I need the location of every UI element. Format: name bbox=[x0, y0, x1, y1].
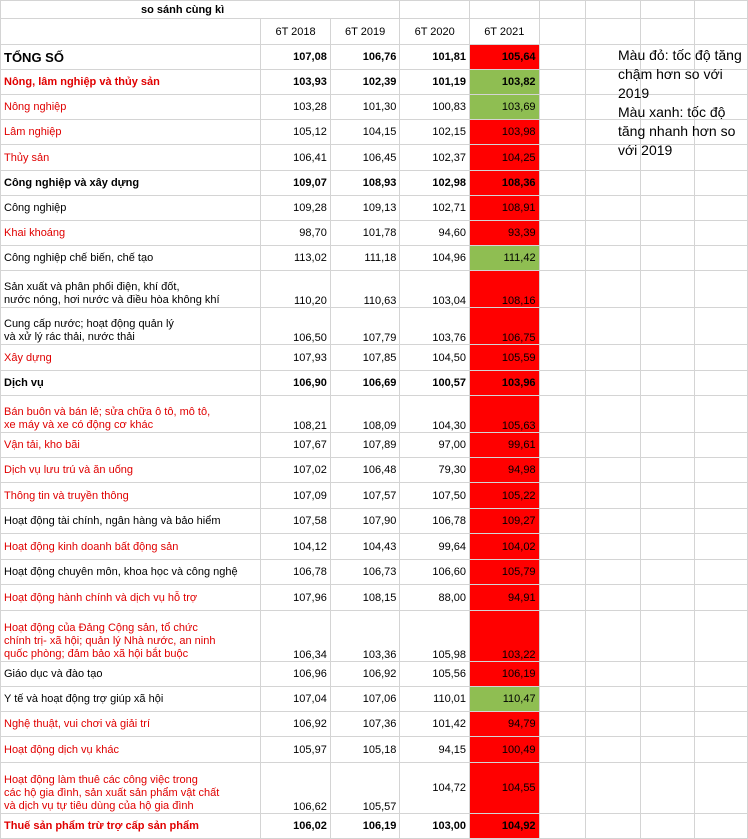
value-2021[interactable]: 103,69 bbox=[469, 95, 539, 120]
value-2018[interactable]: 106,50 bbox=[261, 308, 331, 345]
value-2021[interactable]: 100,49 bbox=[469, 737, 539, 763]
row-label[interactable] bbox=[1, 308, 261, 345]
value-2020[interactable]: 102,15 bbox=[400, 120, 470, 145]
row-label-line: và xử lý rác thải, nước thải bbox=[4, 331, 135, 343]
value-2019[interactable]: 108,15 bbox=[330, 585, 400, 611]
value-2020[interactable]: 97,00 bbox=[400, 433, 470, 458]
legend-note bbox=[618, 46, 746, 160]
value-2021[interactable]: 105,59 bbox=[469, 345, 539, 371]
column-header-2020[interactable]: 6T 2020 bbox=[400, 19, 470, 45]
value-2021[interactable]: 104,25 bbox=[469, 145, 539, 171]
value-2020[interactable]: 94,60 bbox=[400, 221, 470, 246]
row-label[interactable] bbox=[1, 611, 261, 662]
value-2021[interactable]: 99,61 bbox=[469, 433, 539, 458]
value-2019[interactable]: 111,18 bbox=[330, 246, 400, 271]
table-row bbox=[1, 345, 748, 371]
row-label-line: Hoạt động làm thuê các công việc trong bbox=[4, 774, 198, 786]
value-2021[interactable]: 94,91 bbox=[469, 585, 539, 611]
value-2019[interactable]: 109,13 bbox=[330, 196, 400, 221]
value-2019[interactable]: 106,45 bbox=[330, 145, 400, 171]
table-row bbox=[1, 662, 748, 687]
value-2020[interactable]: 102,37 bbox=[400, 145, 470, 171]
row-label[interactable] bbox=[1, 396, 261, 433]
header-row bbox=[1, 19, 748, 45]
row-label[interactable]: Thuế sản phẩm trừ trợ cấp sản phẩm bbox=[1, 814, 261, 839]
value-2021[interactable]: 104,55 bbox=[469, 763, 539, 814]
value-2019[interactable]: 107,89 bbox=[330, 433, 400, 458]
value-2020[interactable]: 107,50 bbox=[400, 483, 470, 509]
value-2018[interactable]: 103,93 bbox=[261, 70, 331, 95]
value-2021[interactable]: 105,64 bbox=[469, 45, 539, 70]
table-row bbox=[1, 483, 748, 509]
table-row bbox=[1, 371, 748, 396]
title-row bbox=[1, 1, 748, 19]
row-label[interactable]: Công nghiệp bbox=[1, 196, 261, 221]
value-2018[interactable]: 107,04 bbox=[261, 687, 331, 712]
table-row bbox=[1, 196, 748, 221]
value-2018[interactable]: 109,07 bbox=[261, 171, 331, 196]
row-label-line: các hộ gia đình, sản xuất sản phẩm vật chất bbox=[4, 787, 220, 799]
table-row bbox=[1, 221, 748, 246]
value-2018[interactable]: 108,21 bbox=[261, 396, 331, 433]
table-row bbox=[1, 396, 748, 433]
table-row bbox=[1, 308, 748, 345]
value-2020[interactable]: 104,30 bbox=[400, 396, 470, 433]
value-2021[interactable]: 103,96 bbox=[469, 371, 539, 396]
table-row bbox=[1, 712, 748, 737]
value-2019[interactable]: 107,06 bbox=[330, 687, 400, 712]
value-2019[interactable]: 104,15 bbox=[330, 120, 400, 145]
row-label-line: Sản xuất và phân phối điện, khí đốt, bbox=[4, 281, 180, 293]
value-2018[interactable]: 106,41 bbox=[261, 145, 331, 171]
value-2019[interactable]: 110,63 bbox=[330, 271, 400, 308]
row-label-line: Cung cấp nước; hoạt động quản lý bbox=[4, 318, 174, 330]
value-2019[interactable]: 105,18 bbox=[330, 737, 400, 763]
row-label[interactable]: Dịch vụ lưu trú và ăn uống bbox=[1, 458, 261, 483]
value-2018[interactable]: 107,02 bbox=[261, 458, 331, 483]
value-2021[interactable]: 105,79 bbox=[469, 560, 539, 585]
value-2021[interactable]: 104,02 bbox=[469, 534, 539, 560]
value-2018[interactable]: 106,02 bbox=[261, 814, 331, 839]
row-label[interactable]: Hoạt động kinh doanh bất động sản bbox=[1, 534, 261, 560]
value-2020[interactable]: 110,01 bbox=[400, 687, 470, 712]
value-2021[interactable]: 109,27 bbox=[469, 509, 539, 534]
value-2018[interactable]: 107,58 bbox=[261, 509, 331, 534]
row-label[interactable]: Hoạt động hành chính và dịch vụ hỗ trợ bbox=[1, 585, 261, 611]
value-2019[interactable]: 107,36 bbox=[330, 712, 400, 737]
value-2020[interactable]: 106,78 bbox=[400, 509, 470, 534]
value-2021[interactable]: 103,82 bbox=[469, 70, 539, 95]
row-label[interactable]: Khai khoáng bbox=[1, 221, 261, 246]
table-row bbox=[1, 433, 748, 458]
red-color-note: Màu đỏ: tốc độ tăng chậm hơn so với 2019 bbox=[618, 47, 742, 101]
value-2018[interactable]: 105,12 bbox=[261, 120, 331, 145]
value-2021[interactable]: 104,92 bbox=[469, 814, 539, 839]
value-2018[interactable]: 107,93 bbox=[261, 345, 331, 371]
value-2018[interactable]: 106,78 bbox=[261, 560, 331, 585]
row-label[interactable]: Xây dựng bbox=[1, 345, 261, 371]
value-2020[interactable]: 103,04 bbox=[400, 271, 470, 308]
value-2018[interactable]: 109,28 bbox=[261, 196, 331, 221]
value-2020[interactable]: 102,98 bbox=[400, 171, 470, 196]
row-label[interactable]: Thông tin và truyền thông bbox=[1, 483, 261, 509]
value-2019[interactable]: 106,73 bbox=[330, 560, 400, 585]
value-2020[interactable]: 79,30 bbox=[400, 458, 470, 483]
row-label[interactable]: TỔNG SỐ bbox=[1, 45, 261, 70]
value-2021[interactable]: 94,79 bbox=[469, 712, 539, 737]
row-label-line: Hoạt động của Đảng Cộng sản, tổ chức bbox=[4, 622, 198, 634]
row-label[interactable]: Y tế và hoạt động trợ giúp xã hội bbox=[1, 687, 261, 712]
table-title[interactable]: so sánh cùng kì bbox=[1, 1, 400, 19]
value-2019[interactable]: 107,57 bbox=[330, 483, 400, 509]
value-2018[interactable]: 106,62 bbox=[261, 763, 331, 814]
table-row bbox=[1, 246, 748, 271]
value-2020[interactable]: 105,56 bbox=[400, 662, 470, 687]
value-2019[interactable]: 107,90 bbox=[330, 509, 400, 534]
column-header-2018[interactable]: 6T 2018 bbox=[261, 19, 331, 45]
value-2021[interactable]: 108,16 bbox=[469, 271, 539, 308]
value-2020[interactable]: 100,83 bbox=[400, 95, 470, 120]
value-2021[interactable]: 103,98 bbox=[469, 120, 539, 145]
value-2018[interactable]: 113,02 bbox=[261, 246, 331, 271]
value-2021[interactable]: 94,98 bbox=[469, 458, 539, 483]
value-2020[interactable]: 104,50 bbox=[400, 345, 470, 371]
value-2021[interactable]: 105,22 bbox=[469, 483, 539, 509]
value-2020[interactable]: 99,64 bbox=[400, 534, 470, 560]
row-label-line: quốc phòng; đảm bảo xã hội bắt buộc bbox=[4, 648, 189, 660]
value-2020[interactable]: 102,71 bbox=[400, 196, 470, 221]
value-2020[interactable]: 103,76 bbox=[400, 308, 470, 345]
row-label-line: nước nóng, hơi nước và điều hòa không khí bbox=[4, 294, 220, 306]
row-label[interactable] bbox=[1, 763, 261, 814]
value-2021[interactable]: 111,42 bbox=[469, 246, 539, 271]
value-2019[interactable]: 108,09 bbox=[330, 396, 400, 433]
value-2020[interactable]: 101,42 bbox=[400, 712, 470, 737]
value-2020[interactable]: 105,98 bbox=[400, 611, 470, 662]
value-2018[interactable]: 104,12 bbox=[261, 534, 331, 560]
value-2019[interactable]: 101,30 bbox=[330, 95, 400, 120]
row-label-line: chính trị- xã hội; quản lý Nhà nước, an ninh bbox=[4, 635, 216, 647]
value-2019[interactable]: 105,57 bbox=[330, 763, 400, 814]
value-2018[interactable]: 107,67 bbox=[261, 433, 331, 458]
row-label[interactable]: Công nghiệp chế biến, chế tạo bbox=[1, 246, 261, 271]
value-2018[interactable]: 110,20 bbox=[261, 271, 331, 308]
row-label[interactable]: Lâm nghiệp bbox=[1, 120, 261, 145]
table-row bbox=[1, 814, 748, 839]
header-label-cell[interactable] bbox=[1, 19, 261, 45]
table-row bbox=[1, 687, 748, 712]
table-row bbox=[1, 171, 748, 196]
value-2018[interactable]: 106,96 bbox=[261, 662, 331, 687]
row-label[interactable] bbox=[1, 271, 261, 308]
row-label[interactable]: Hoạt động dịch vụ khác bbox=[1, 737, 261, 763]
value-2019[interactable]: 106,92 bbox=[330, 662, 400, 687]
value-2020[interactable]: 88,00 bbox=[400, 585, 470, 611]
value-2020[interactable]: 103,00 bbox=[400, 814, 470, 839]
value-2020[interactable]: 101,19 bbox=[400, 70, 470, 95]
value-2019[interactable]: 107,79 bbox=[330, 308, 400, 345]
value-2021[interactable]: 106,75 bbox=[469, 308, 539, 345]
value-2020[interactable]: 94,15 bbox=[400, 737, 470, 763]
row-label[interactable]: Hoạt động tài chính, ngân hàng và bảo hiểm bbox=[1, 509, 261, 534]
table-row bbox=[1, 737, 748, 763]
table-row bbox=[1, 560, 748, 585]
value-2018[interactable]: 106,34 bbox=[261, 611, 331, 662]
row-label[interactable]: Nông nghiệp bbox=[1, 95, 261, 120]
value-2018[interactable]: 107,96 bbox=[261, 585, 331, 611]
table-row bbox=[1, 585, 748, 611]
value-2021[interactable]: 108,91 bbox=[469, 196, 539, 221]
value-2019[interactable]: 102,39 bbox=[330, 70, 400, 95]
row-label[interactable]: Công nghiệp và xây dựng bbox=[1, 171, 261, 196]
value-2019[interactable]: 106,48 bbox=[330, 458, 400, 483]
value-2019[interactable]: 106,69 bbox=[330, 371, 400, 396]
value-2020[interactable]: 100,57 bbox=[400, 371, 470, 396]
value-2019[interactable]: 107,85 bbox=[330, 345, 400, 371]
row-label[interactable]: Vận tải, kho bãi bbox=[1, 433, 261, 458]
value-2019[interactable]: 106,76 bbox=[330, 45, 400, 70]
table-row bbox=[1, 458, 748, 483]
row-label[interactable]: Giáo dục và đào tạo bbox=[1, 662, 261, 687]
table-row bbox=[1, 509, 748, 534]
value-2021[interactable]: 93,39 bbox=[469, 221, 539, 246]
value-2020[interactable]: 104,72 bbox=[400, 763, 470, 814]
green-color-note: Màu xanh: tốc độ tăng nhanh hơn so với 2019 bbox=[618, 104, 736, 158]
value-2019[interactable]: 101,78 bbox=[330, 221, 400, 246]
column-header-2019[interactable]: 6T 2019 bbox=[330, 19, 400, 45]
value-2020[interactable]: 104,96 bbox=[400, 246, 470, 271]
table-row bbox=[1, 763, 748, 814]
row-label-line: Bán buôn và bán lẻ; sửa chữa ô tô, mô tô, bbox=[4, 406, 211, 418]
row-label[interactable]: Hoạt động chuyên môn, khoa học và công nghệ bbox=[1, 560, 261, 585]
table-row bbox=[1, 611, 748, 662]
table-row bbox=[1, 534, 748, 560]
value-2018[interactable]: 98,70 bbox=[261, 221, 331, 246]
value-2018[interactable]: 106,92 bbox=[261, 712, 331, 737]
value-2019[interactable]: 103,36 bbox=[330, 611, 400, 662]
column-header-2021[interactable]: 6T 2021 bbox=[469, 19, 539, 45]
value-2019[interactable]: 108,93 bbox=[330, 171, 400, 196]
value-2021[interactable]: 108,36 bbox=[469, 171, 539, 196]
value-2019[interactable]: 106,19 bbox=[330, 814, 400, 839]
value-2021[interactable]: 110,47 bbox=[469, 687, 539, 712]
value-2019[interactable]: 104,43 bbox=[330, 534, 400, 560]
value-2020[interactable]: 106,60 bbox=[400, 560, 470, 585]
value-2021[interactable]: 105,63 bbox=[469, 396, 539, 433]
table-row bbox=[1, 271, 748, 308]
row-label[interactable]: Dịch vụ bbox=[1, 371, 261, 396]
value-2018[interactable]: 107,09 bbox=[261, 483, 331, 509]
value-2018[interactable]: 103,28 bbox=[261, 95, 331, 120]
row-label-line: xe máy và xe có động cơ khác bbox=[4, 419, 154, 431]
value-2021[interactable]: 106,19 bbox=[469, 662, 539, 687]
value-2018[interactable]: 106,90 bbox=[261, 371, 331, 396]
row-label-line: và dịch vụ tự tiêu dùng của hộ gia đình bbox=[4, 800, 194, 812]
value-2020[interactable]: 101,81 bbox=[400, 45, 470, 70]
row-label[interactable]: Thủy sản bbox=[1, 145, 261, 171]
row-label[interactable]: Nông, lâm nghiệp và thủy sản bbox=[1, 70, 261, 95]
value-2018[interactable]: 107,08 bbox=[261, 45, 331, 70]
value-2021[interactable]: 103,22 bbox=[469, 611, 539, 662]
value-2018[interactable]: 105,97 bbox=[261, 737, 331, 763]
row-label[interactable]: Nghệ thuật, vui chơi và giải trí bbox=[1, 712, 261, 737]
